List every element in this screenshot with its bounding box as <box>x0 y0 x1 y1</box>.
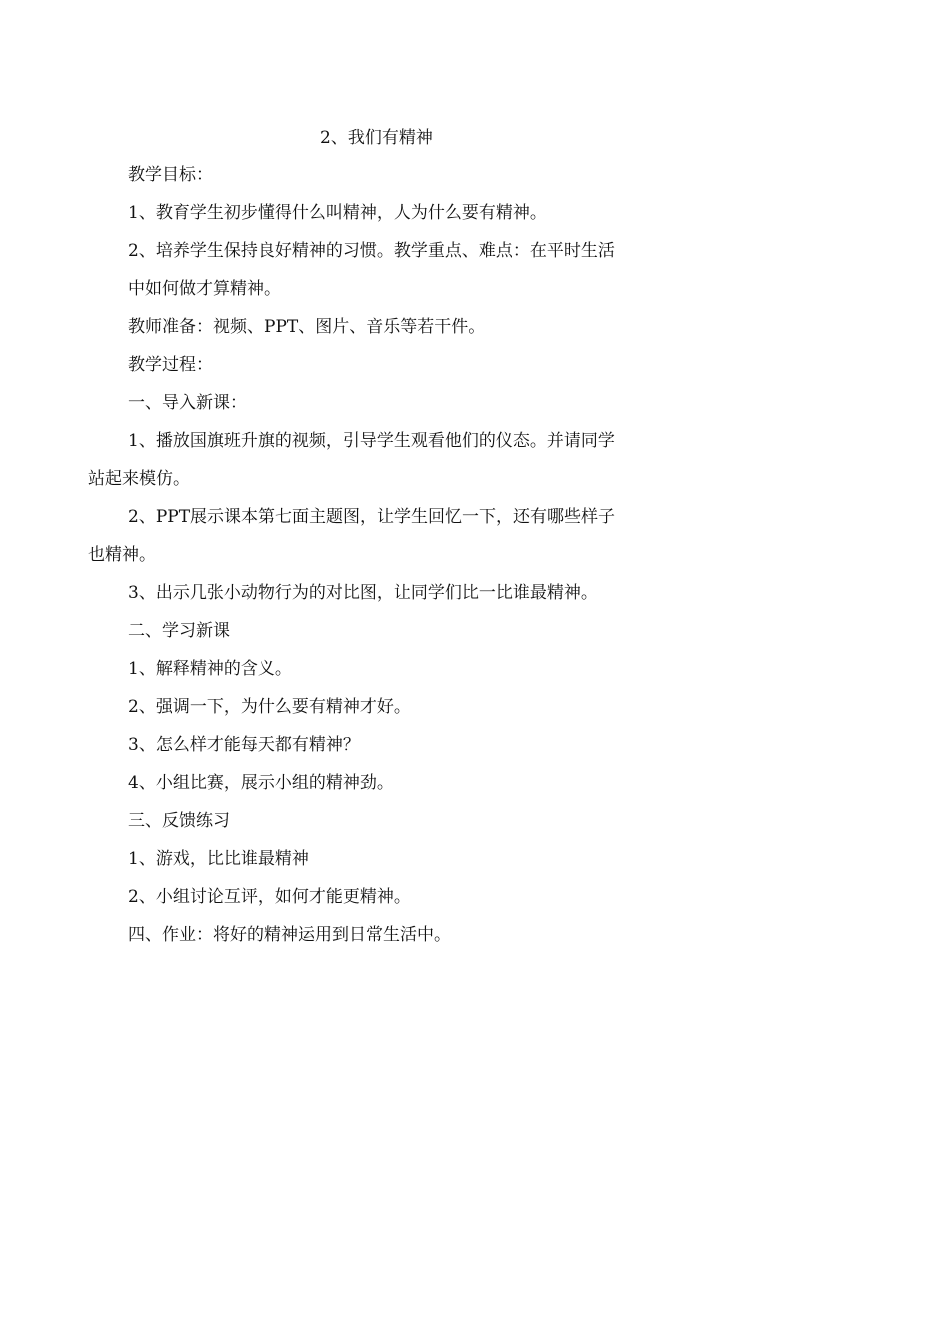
intro-item-2-continued: 也精神。 <box>88 545 156 565</box>
section-heading-objectives: 教学目标： <box>128 165 213 185</box>
lesson-item-1: 1、解释精神的含义。 <box>128 659 292 679</box>
feedback-item-1: 1、游戏，比比谁最精神 <box>128 849 309 869</box>
intro-item-3: 3、出示几张小动物行为的对比图，让同学们比一比谁最精神。 <box>128 583 598 603</box>
intro-item-1: 1、播放国旗班升旗的视频，引导学生观看他们的仪态。并请同学 <box>128 431 615 451</box>
part-heading-new-lesson: 二、学习新课 <box>128 621 230 641</box>
part-heading-introduction: 一、导入新课： <box>128 393 247 413</box>
teacher-preparation: 教师准备：视频、PPT、图片、音乐等若干件。 <box>128 317 486 337</box>
intro-item-2: 2、PPT展示课本第七面主题图，让学生回忆一下，还有哪些样子 <box>128 507 616 527</box>
objective-item-2-continued: 中如何做才算精神。 <box>128 279 281 299</box>
objective-item-2: 2、培养学生保持良好精神的习惯。教学重点、难点：在平时生活 <box>128 241 615 261</box>
part-heading-feedback: 三、反馈练习 <box>128 811 230 831</box>
feedback-item-2: 2、小组讨论互评，如何才能更精神。 <box>128 887 411 907</box>
lesson-item-4: 4、小组比赛，展示小组的精神劲。 <box>128 773 394 793</box>
document-body <box>88 120 678 954</box>
part-heading-homework: 四、作业：将好的精神运用到日常生活中。 <box>128 925 451 945</box>
document-title: 2、我们有精神 <box>320 128 433 148</box>
lesson-item-2: 2、强调一下，为什么要有精神才好。 <box>128 697 411 717</box>
section-heading-process: 教学过程： <box>128 355 213 375</box>
intro-item-1-continued: 站起来模仿。 <box>88 469 190 489</box>
objective-item-1: 1、教育学生初步懂得什么叫精神，人为什么要有精神。 <box>128 203 547 223</box>
lesson-item-3: 3、怎么样才能每天都有精神？ <box>128 735 360 755</box>
